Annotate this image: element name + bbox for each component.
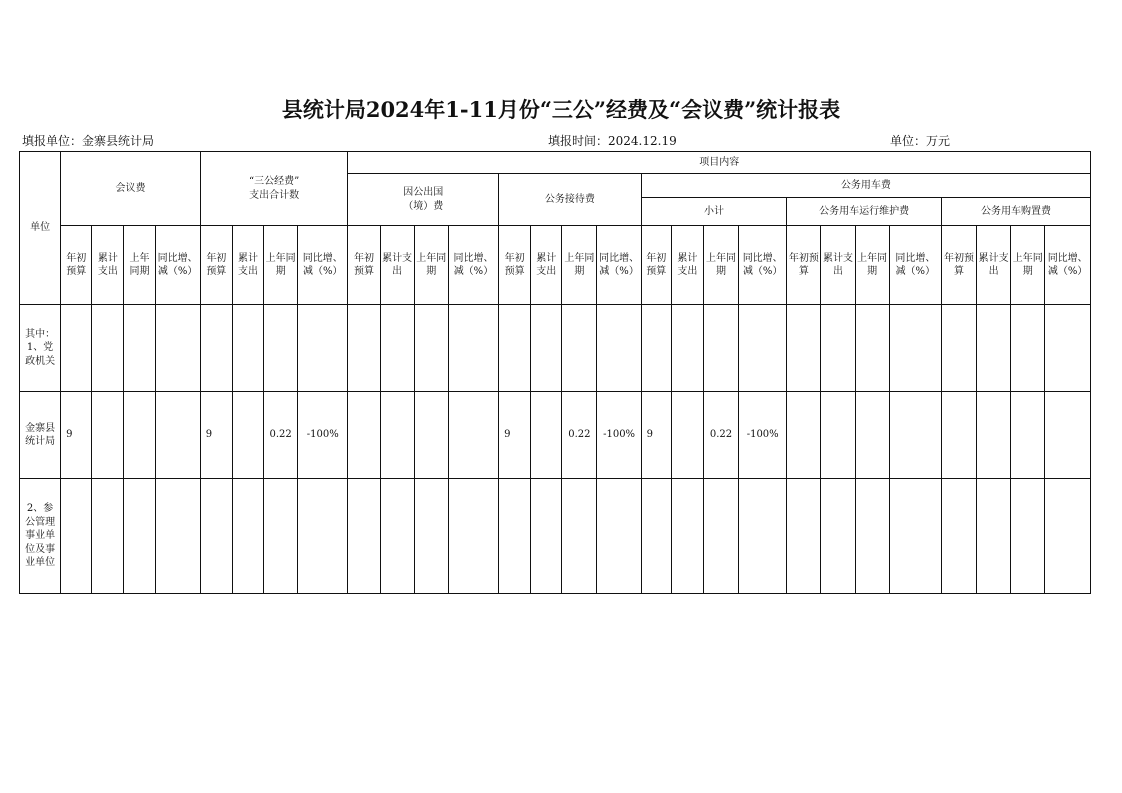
col-last-year: 上年同期 — [264, 226, 298, 305]
table-cell — [298, 305, 348, 392]
table-cell: 0.22 — [264, 392, 298, 479]
col-budget: 年初预算 — [787, 226, 821, 305]
filling-time: 填报时间：2024.12.19 — [548, 134, 677, 148]
table-cell — [703, 305, 738, 392]
table-cell — [264, 479, 298, 594]
table-cell — [499, 479, 531, 594]
table-cell — [1011, 392, 1045, 479]
table-cell — [641, 305, 671, 392]
header-sangong-total-line1: “三公经费” — [248, 176, 300, 187]
table-cell — [855, 392, 889, 479]
table-cell — [821, 479, 855, 594]
col-yoy: 同比增、减（%） — [597, 226, 641, 305]
col-budget: 年初预算 — [499, 226, 531, 305]
col-budget: 年初预算 — [61, 226, 92, 305]
table-cell: 0.22 — [562, 392, 597, 479]
table-cell — [597, 479, 641, 594]
table-cell — [1011, 305, 1045, 392]
table-row — [20, 479, 1091, 594]
header-abroad-line1: 因公出国 — [403, 187, 444, 198]
table-cell: -100% — [597, 392, 641, 479]
header-unit: 单位 — [20, 152, 61, 305]
table-cell — [155, 392, 200, 479]
money-unit: 单位：万元 — [890, 134, 951, 148]
table-cell — [889, 305, 941, 392]
table-cell — [977, 392, 1011, 479]
table-cell — [671, 305, 703, 392]
table-cell — [671, 479, 703, 594]
col-spent: 累计支出 — [380, 226, 414, 305]
table-cell — [92, 305, 124, 392]
table-cell — [977, 479, 1011, 594]
table-cell: 9 — [200, 392, 232, 479]
table-cell — [562, 479, 597, 594]
col-yoy: 同比增、减（%） — [155, 226, 200, 305]
table-cell — [531, 479, 562, 594]
col-yoy: 同比增、减（%） — [739, 226, 787, 305]
col-spent: 累计支出 — [531, 226, 562, 305]
subheader-row — [20, 226, 1091, 305]
table-cell — [531, 305, 562, 392]
header-subtotal: 小计 — [641, 198, 787, 226]
header-vehicle-buy: 公务用车购置费 — [941, 198, 1090, 226]
table-cell — [414, 392, 448, 479]
table-cell — [1045, 479, 1091, 594]
table-cell — [562, 305, 597, 392]
header-abroad-fee — [348, 174, 499, 226]
header-sangong-total — [200, 152, 348, 226]
col-budget: 年初预算 — [641, 226, 671, 305]
table-cell — [232, 479, 263, 594]
col-yoy: 同比增、减（%） — [448, 226, 498, 305]
table-cell — [941, 392, 976, 479]
table-cell: 9 — [499, 392, 531, 479]
table-cell — [941, 305, 976, 392]
table-cell — [787, 392, 821, 479]
table-cell — [348, 479, 380, 594]
col-last-year: 上年同期 — [124, 226, 155, 305]
filling-unit: 填报单位：金寨县统计局 — [22, 134, 155, 148]
table-cell — [414, 305, 448, 392]
table-cell — [448, 305, 498, 392]
col-spent: 累计支出 — [232, 226, 263, 305]
table-cell — [889, 392, 941, 479]
table-cell — [855, 305, 889, 392]
header-reception-fee: 公务接待费 — [499, 174, 642, 226]
header-abroad-line2: （境）费 — [403, 200, 444, 212]
table-cell — [597, 305, 641, 392]
table-cell — [92, 479, 124, 594]
report-table — [19, 151, 1091, 594]
col-yoy: 同比增、减（%） — [889, 226, 941, 305]
table-cell — [61, 479, 92, 594]
table-cell — [641, 479, 671, 594]
table-cell — [821, 305, 855, 392]
row-unit: 其中：1、党政机关 — [20, 305, 61, 392]
table-cell — [124, 305, 155, 392]
table-cell — [348, 392, 380, 479]
header-vehicle-run: 公务用车运行维护费 — [787, 198, 942, 226]
table-cell — [1011, 479, 1045, 594]
col-spent: 累计支出 — [92, 226, 124, 305]
table-row — [20, 305, 1091, 392]
table-cell — [941, 479, 976, 594]
table-cell — [739, 305, 787, 392]
table-cell: 9 — [641, 392, 671, 479]
table-cell — [787, 305, 821, 392]
table-cell — [200, 305, 232, 392]
table-cell — [380, 305, 414, 392]
table-body — [20, 305, 1091, 594]
table-cell — [448, 392, 498, 479]
table-cell — [264, 305, 298, 392]
row-unit: 2、参公管理事业单位及事业单位 — [20, 479, 61, 594]
table-cell — [531, 392, 562, 479]
col-budget: 年初预算 — [200, 226, 232, 305]
table-cell — [200, 479, 232, 594]
table-cell — [414, 479, 448, 594]
table-cell — [155, 305, 200, 392]
table-cell — [124, 392, 155, 479]
table-cell — [787, 479, 821, 594]
report-title: 县统计局2024年1-11月份“三公”经费及“会议费”统计报表 — [281, 97, 841, 122]
col-budget: 年初预算 — [941, 226, 976, 305]
table-cell — [703, 479, 738, 594]
col-last-year: 上年同期 — [855, 226, 889, 305]
table-cell — [739, 479, 787, 594]
table-cell — [821, 392, 855, 479]
col-yoy: 同比增、减（%） — [1045, 226, 1091, 305]
table-cell — [124, 479, 155, 594]
col-spent: 累计支出 — [977, 226, 1011, 305]
table-cell: 0.22 — [703, 392, 738, 479]
table-cell — [1045, 392, 1091, 479]
table-cell — [855, 479, 889, 594]
header-meeting-fee: 会议费 — [61, 152, 201, 226]
table-cell: -100% — [739, 392, 787, 479]
header-vehicle-fee: 公务用车费 — [641, 174, 1090, 198]
table-row — [20, 392, 1091, 479]
header-project-content: 项目内容 — [348, 152, 1091, 174]
col-last-year: 上年同期 — [562, 226, 597, 305]
table-cell — [232, 392, 263, 479]
table-cell — [61, 305, 92, 392]
col-last-year: 上年同期 — [414, 226, 448, 305]
col-yoy: 同比增、减（%） — [298, 226, 348, 305]
col-budget: 年初预算 — [348, 226, 380, 305]
table-cell — [1045, 305, 1091, 392]
header-sangong-total-line2: 支出合计数 — [249, 189, 300, 201]
table-cell: 9 — [61, 392, 92, 479]
row-unit: 金寨县统计局 — [20, 392, 61, 479]
col-spent: 累计支出 — [821, 226, 855, 305]
col-last-year: 上年同期 — [1011, 226, 1045, 305]
table-cell — [889, 479, 941, 594]
col-last-year: 上年同期 — [703, 226, 738, 305]
table-cell — [232, 305, 263, 392]
table-cell — [380, 479, 414, 594]
table-cell — [977, 305, 1011, 392]
table-cell — [348, 305, 380, 392]
table-cell — [448, 479, 498, 594]
table-cell — [298, 479, 348, 594]
table-cell — [671, 392, 703, 479]
table-cell — [499, 305, 531, 392]
table-cell: -100% — [298, 392, 348, 479]
table-cell — [155, 479, 200, 594]
table-cell — [92, 392, 124, 479]
table-cell — [380, 392, 414, 479]
col-spent: 累计支出 — [671, 226, 703, 305]
